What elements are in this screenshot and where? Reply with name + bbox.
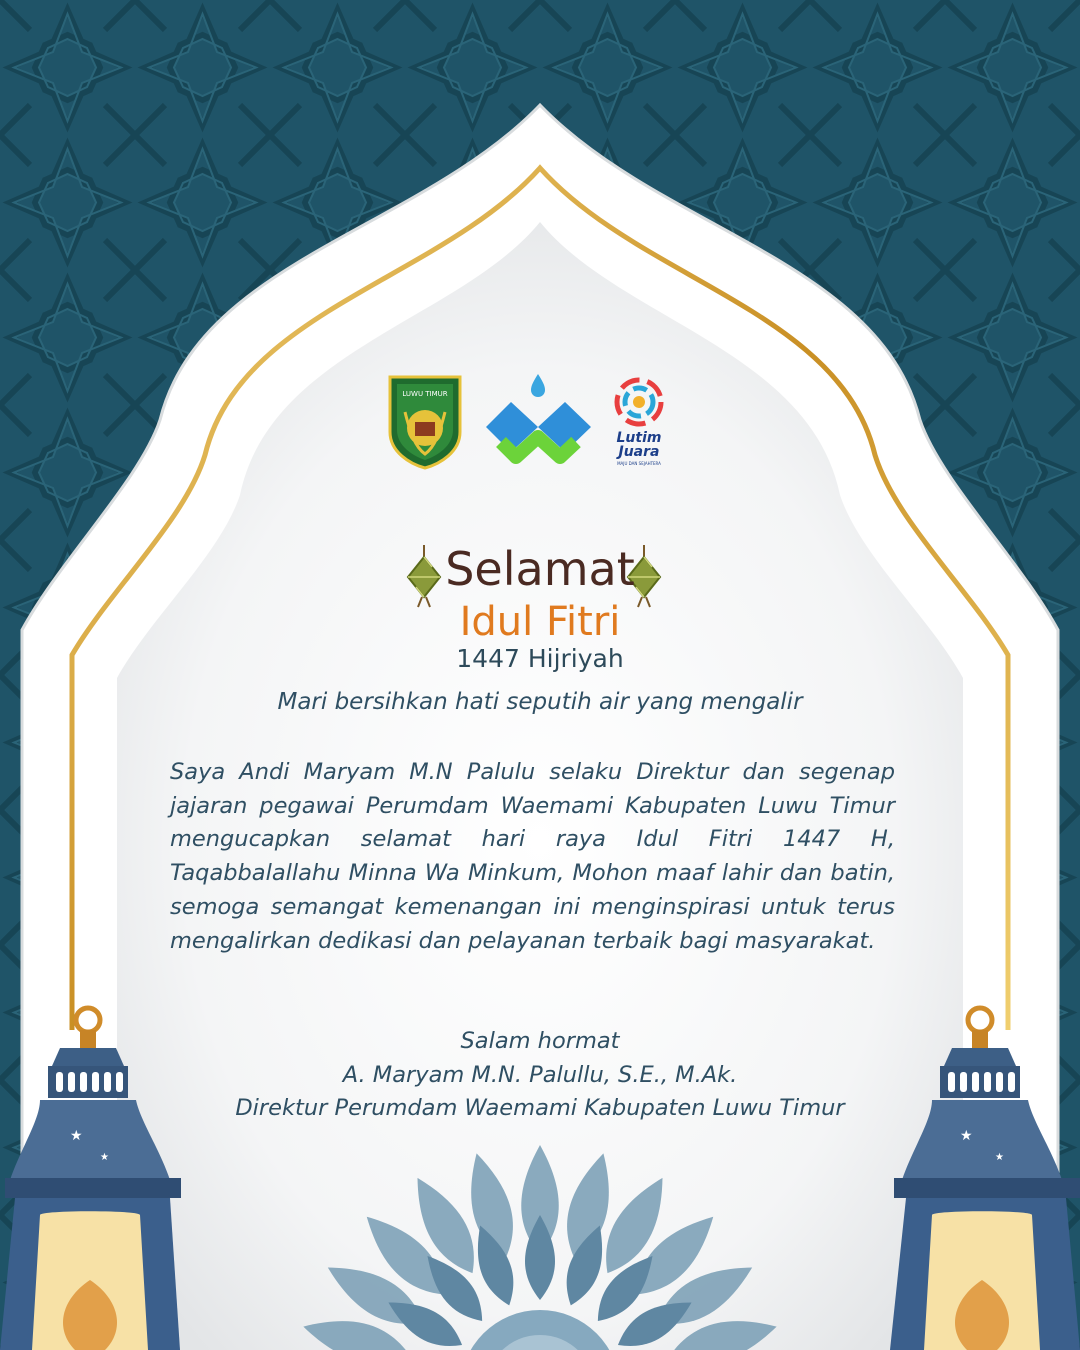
signature-block: [180, 1025, 900, 1126]
greeting-message: Saya Andi Maryam M.N Palulu selaku Direktur dan segenap jajaran pegawai Perumdam Waemami Kabupaten Luwu Timur mengucapkan selamat hari raya Idul Fitri 1447 H, Taqabbalallahu Minna Wa Minkum, Mohon maaf lahir dan batin, semoga semangat kemenangan ini menginspirasi untuk terus mengalirkan dedikasi dan pelayanan terbaik bagi masyarakat.: [170, 759, 895, 954]
closing-text: Salam hormat: [460, 1028, 620, 1054]
logo-row: [385, 372, 685, 472]
signer-name: A. Maryam M.N. Palullu, S.E., M.Ak.: [342, 1061, 738, 1088]
svg-text:★: ★: [960, 1128, 973, 1144]
brand-line2: Juara: [618, 444, 660, 460]
luwu-timur-emblem-logo: [385, 372, 465, 470]
brand-sub: MAJU DAN SEJAHTERA: [617, 461, 661, 466]
hijri-year: 1447 Hijriyah: [456, 644, 624, 673]
regency-label: LUWU TIMUR: [402, 390, 448, 398]
tagline: Mari bersihkan hati seputih air yang mengalir: [277, 689, 803, 715]
greeting-line2: Idul Fitri: [459, 599, 621, 645]
greeting-title: [400, 515, 680, 645]
perumdam-waemami-logo: [481, 372, 596, 470]
brand-line1: Lutim: [616, 430, 662, 446]
svg-text:★: ★: [995, 1152, 1004, 1163]
ketupat-left-icon: [408, 545, 440, 607]
lutim-juara-logo: [607, 372, 677, 470]
signer-title: Direktur Perumdam Waemami Kabupaten Luwu Timur: [235, 1095, 845, 1121]
greeting-line1: Selamat: [445, 542, 635, 596]
svg-text:★: ★: [100, 1152, 109, 1163]
svg-text:★: ★: [70, 1128, 83, 1144]
